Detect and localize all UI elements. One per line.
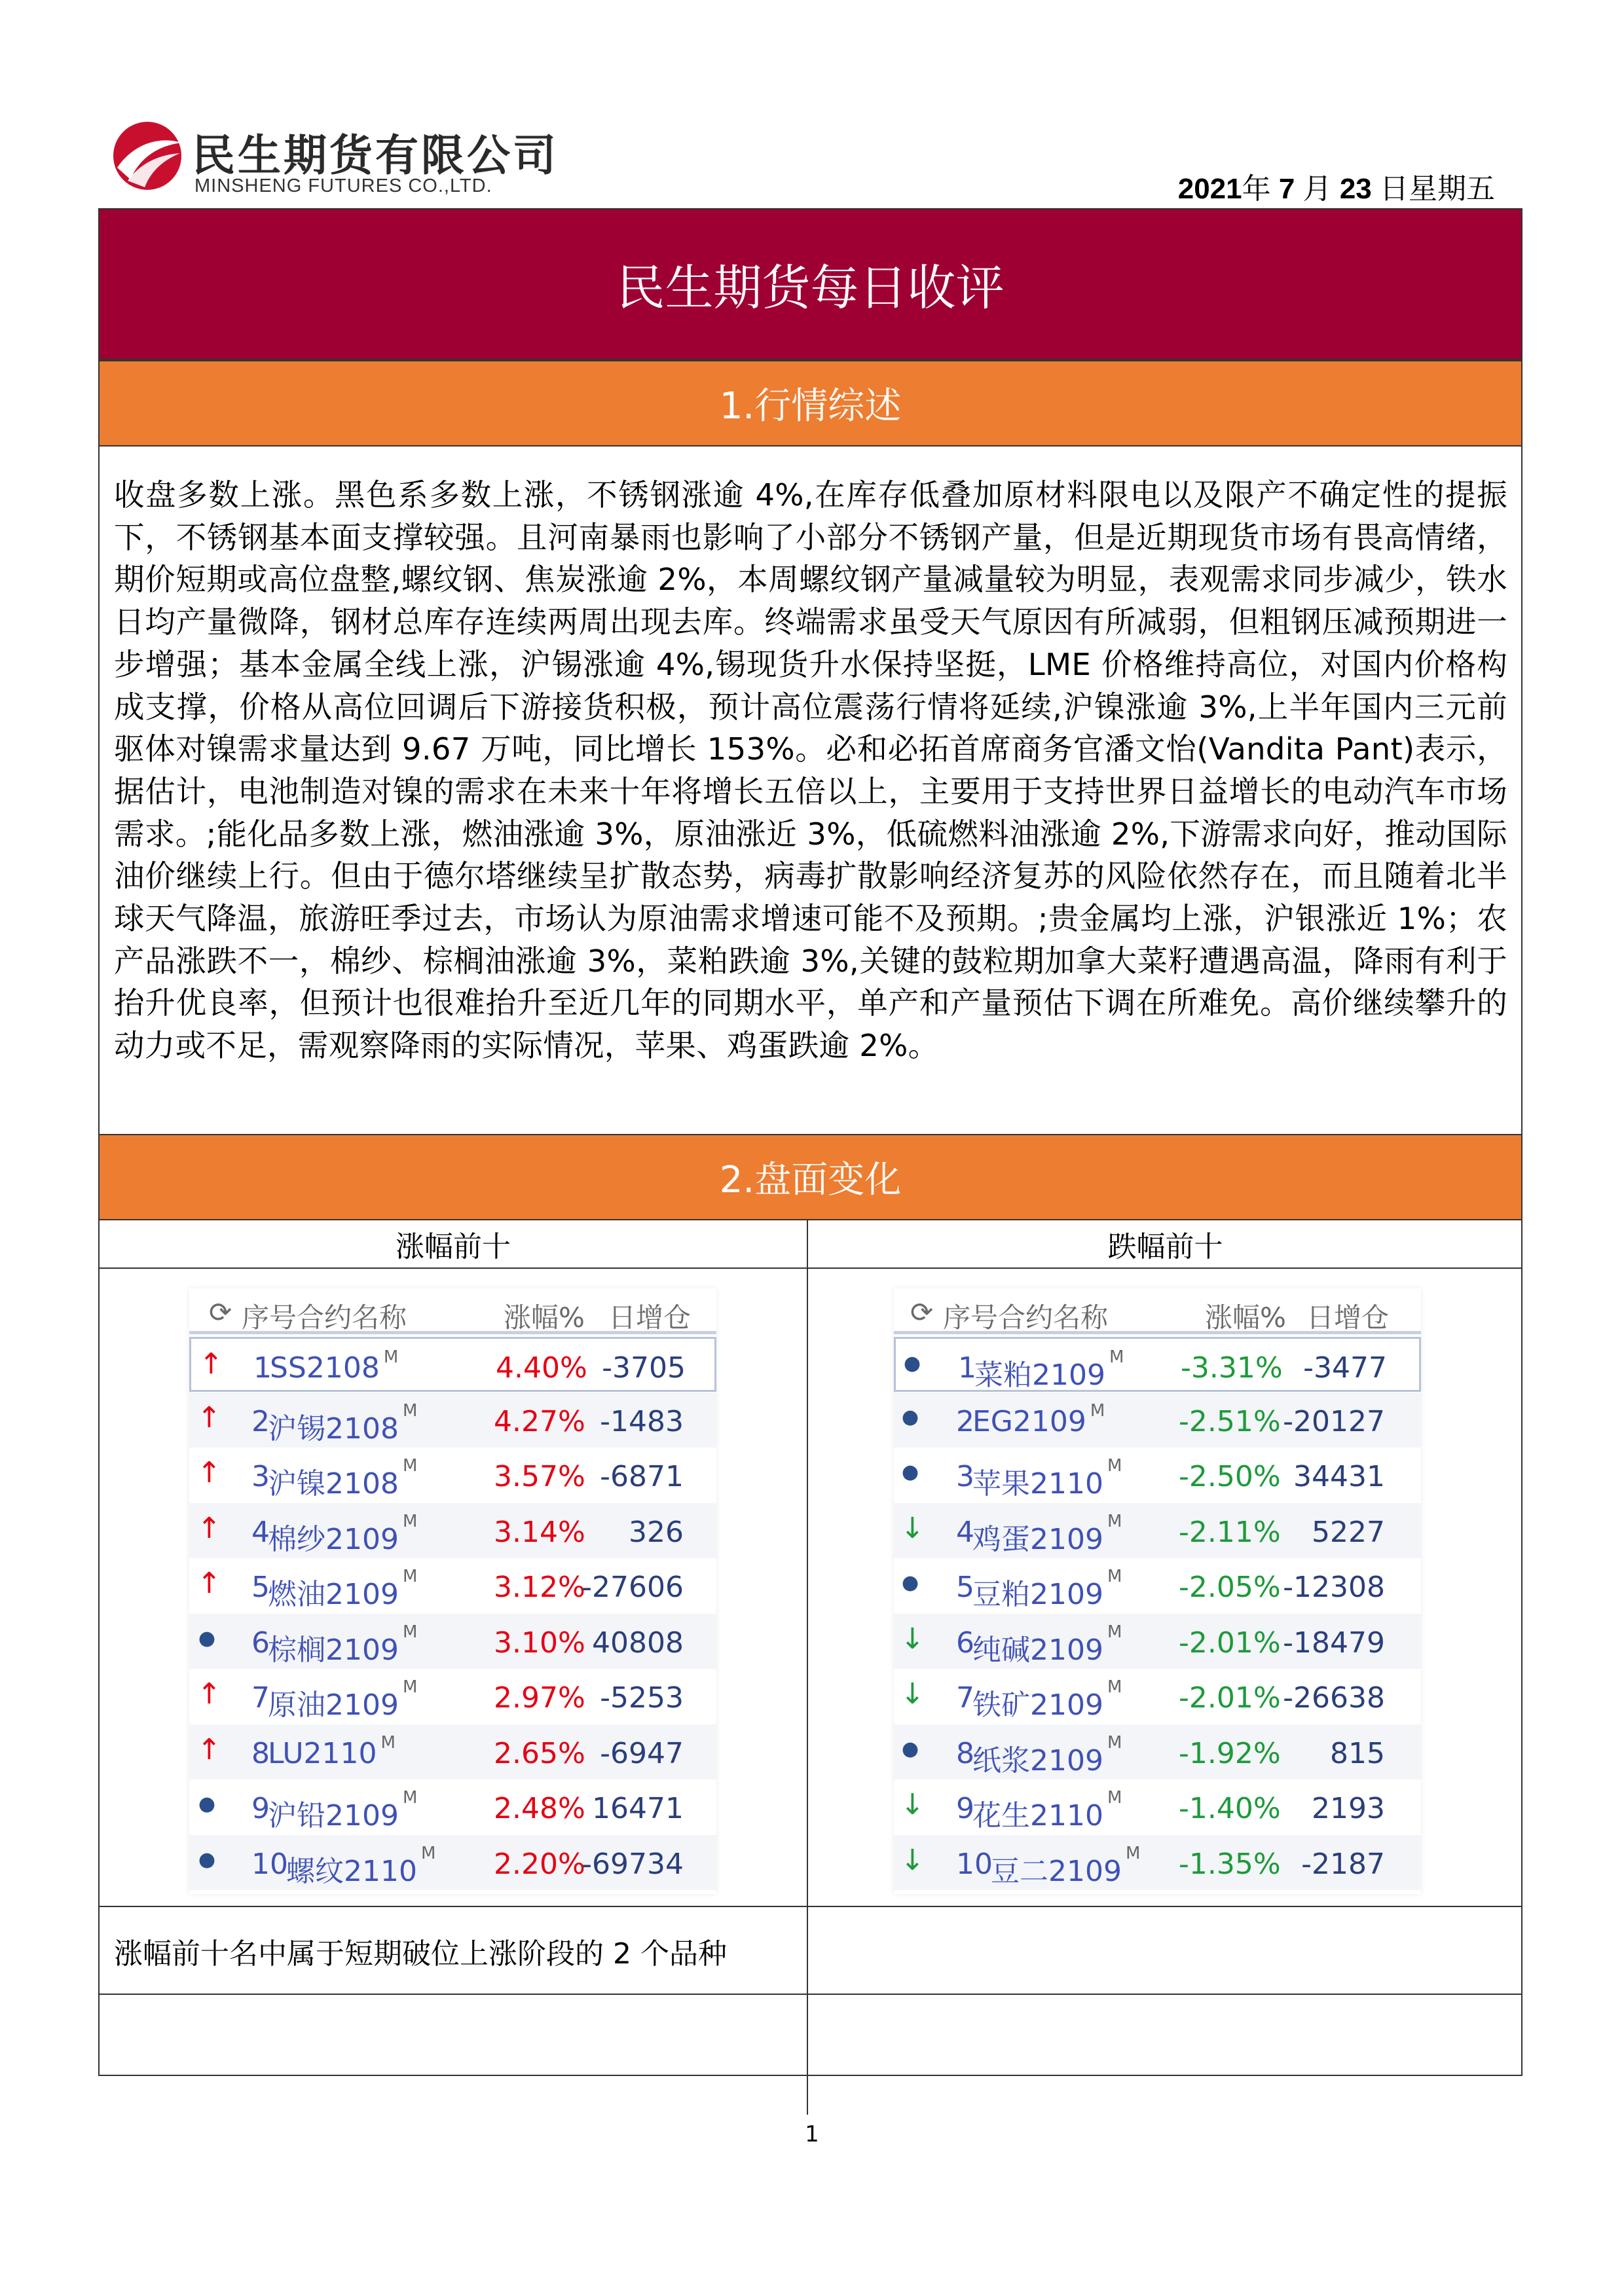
contract-name[interactable]: 燃油$2109^M$ [268,1567,418,1611]
contract-name[interactable]: 沪铅$2109^M$ [268,1788,418,1832]
oi-change: 5227 [1312,1515,1385,1549]
oi-change: -20127 [1283,1404,1385,1438]
contract-name[interactable]: 纸浆$2109^M$ [972,1732,1122,1777]
row-seq: 1 [958,1351,976,1385]
oi-change: 2193 [1312,1792,1385,1825]
contract-name[interactable]: LU2110 $^M$ [268,1732,396,1770]
oi-change: -3705 [602,1351,686,1385]
down-arrow-icon: ↓ [900,1843,925,1877]
change-percent: 4.40% [496,1351,587,1385]
col-change: 涨幅% [504,1302,585,1334]
refresh-icon[interactable]: ⟳ [209,1296,232,1328]
gainers-header: 涨幅前十 [100,1220,807,1269]
main-contract-mark: M [380,1732,396,1753]
oi-change: 40808 [592,1626,684,1660]
up-arrow-icon: ↑ [197,1511,221,1545]
quote-row[interactable] [189,1614,716,1669]
row-seq: 7 [251,1681,270,1715]
row-seq: 5 [251,1571,270,1604]
oi-change: -6871 [600,1460,684,1493]
oi-change: -26638 [1283,1681,1385,1715]
row-seq: 2 [251,1404,270,1438]
col-change: 涨幅% [1205,1302,1286,1334]
quote-row[interactable] [894,1835,1421,1890]
main-contract-mark: M [1107,1567,1122,1586]
gainers-quote-table [189,1288,716,1894]
note-rule [100,1994,1521,1995]
contract-name[interactable]: 豆粕$2109^M$ [972,1567,1122,1611]
quote-row[interactable] [189,1448,716,1503]
main-contract-mark: M [1125,1843,1141,1863]
main-contract-mark: M [1107,1456,1122,1476]
row-seq: 8 [251,1736,270,1770]
change-percent: 4.27% [494,1404,585,1438]
oi-change: -1483 [600,1404,684,1438]
contract-name[interactable]: 棉纱$2109^M$ [268,1511,418,1556]
oi-change: -2187 [1301,1847,1385,1881]
row-seq: 10 [251,1847,288,1881]
change-percent: 3.10% [494,1626,585,1660]
up-arrow-icon: ↑ [197,1677,221,1711]
row-seq: 4 [251,1515,270,1549]
quote-row[interactable] [189,1835,716,1890]
up-arrow-icon: ↑ [197,1456,221,1489]
col-seq-name: 序号合约名称 [943,1302,1109,1334]
quote-row[interactable] [189,1503,716,1558]
main-contract-mark: M [402,1567,418,1586]
report-frame [98,208,1522,2076]
oi-change: 815 [1330,1736,1385,1770]
company-name-en: MINSHENG FUTURES CO.,LTD. [194,175,492,196]
main-contract-mark: M [1107,1677,1122,1697]
main-contract-mark: M [402,1622,418,1642]
row-seq: 5 [956,1571,974,1604]
row-seq: 4 [956,1515,974,1549]
main-contract-mark: M [1107,1788,1122,1808]
main-contract-mark: M [1107,1622,1122,1642]
section2-title: 2.盘面变化 [100,1134,1521,1220]
col-oi: 日增仓 [608,1302,692,1334]
oi-change: -12308 [1283,1571,1385,1604]
main-contract-mark: M [402,1400,418,1421]
oi-change: 34431 [1293,1460,1385,1493]
report-title: 民生期货每日收评 [100,210,1521,360]
up-arrow-icon: ↑ [199,1347,223,1381]
change-percent: -2.01% [1179,1681,1281,1715]
main-contract-mark: M [383,1347,399,1367]
losers-header: 跌幅前十 [808,1220,1522,1269]
row-seq: 3 [956,1460,974,1493]
quote-row[interactable] [894,1779,1421,1834]
company-logo [108,117,566,202]
contract-name[interactable]: 菜粕$2109^M$ [974,1347,1124,1392]
refresh-icon[interactable]: ⟳ [910,1296,934,1328]
dot-icon: ● [198,1848,216,1871]
change-percent: -2.11% [1179,1515,1281,1549]
change-percent: 3.12% [494,1571,585,1604]
oi-change: -5253 [600,1681,684,1715]
row-seq: 2 [956,1404,974,1438]
quote-row[interactable] [189,1337,716,1392]
contract-name[interactable]: 花生$2110^M$ [972,1788,1122,1832]
row-seq: 6 [956,1626,974,1660]
col-oi: 日增仓 [1306,1302,1390,1334]
row-seq: 3 [251,1460,270,1493]
main-contract-mark: M [1107,1511,1122,1531]
quote-table-header [894,1288,1421,1334]
quote-row[interactable] [894,1393,1421,1448]
change-percent: 2.20% [494,1847,585,1881]
section1-title: 1.行情综述 [100,360,1521,446]
up-arrow-icon: ↑ [197,1567,221,1600]
quote-row[interactable] [894,1614,1421,1669]
quote-row[interactable] [189,1724,716,1779]
contract-name[interactable]: 豆二$2109^M$ [991,1843,1141,1888]
up-arrow-icon: ↑ [197,1732,221,1766]
change-percent: 3.57% [494,1460,585,1493]
quote-row[interactable] [189,1558,716,1613]
up-arrow-icon: ↑ [197,1400,221,1434]
page-number: 1 [805,2121,819,2147]
oi-change: -27606 [581,1571,684,1604]
change-percent: -2.51% [1179,1404,1281,1438]
change-percent: -3.31% [1181,1351,1283,1385]
row-seq: 6 [251,1626,270,1660]
quote-row[interactable] [189,1393,716,1448]
oi-change: 16471 [592,1792,684,1825]
row-seq: 9 [956,1792,974,1825]
quote-row[interactable] [894,1503,1421,1558]
report-date: 2021年 7 月 23 日星期五 [1177,172,1495,206]
table-bottom-rule [100,1906,1521,1907]
contract-name[interactable]: 苹果$2110^M$ [972,1456,1122,1501]
change-percent: 2.65% [494,1736,585,1770]
quote-row[interactable] [189,1779,716,1834]
change-percent: -1.35% [1179,1847,1281,1881]
quote-row[interactable] [894,1558,1421,1613]
contract-name[interactable]: 纯碱$2109^M$ [972,1622,1122,1667]
contract-name[interactable]: 铁矿$2109^M$ [972,1677,1122,1722]
quote-row[interactable] [894,1337,1421,1392]
losers-quote-table [894,1288,1421,1894]
main-contract-mark: M [1109,1347,1124,1367]
main-contract-mark: M [402,1511,418,1531]
minsheng-logo-icon [108,117,187,195]
contract-name[interactable]: 鸡蛋$2109^M$ [972,1511,1122,1556]
main-contract-mark: M [402,1677,418,1697]
change-percent: 2.97% [494,1681,585,1715]
dot-icon: ● [901,1737,919,1760]
contract-name[interactable]: 沪锡$2108^M$ [268,1400,418,1446]
change-percent: 3.14% [494,1515,585,1549]
down-arrow-icon: ↓ [900,1622,925,1656]
quote-row[interactable] [894,1724,1421,1779]
change-percent: -1.40% [1179,1792,1281,1825]
main-contract-mark: M [1090,1400,1105,1421]
change-percent: -2.01% [1179,1626,1281,1660]
quote-table-header [189,1288,716,1334]
dot-icon: ● [198,1626,216,1650]
change-percent: -2.05% [1179,1571,1281,1604]
row-seq: 10 [956,1847,993,1881]
contract-name[interactable]: 原油$2109^M$ [268,1677,418,1722]
dot-icon: ● [198,1793,216,1815]
change-percent: -2.50% [1179,1460,1281,1493]
breakout-note: 涨幅前十名中属于短期破位上涨阶段的 2 个品种 [114,1937,727,1971]
col-seq-name: 序号合约名称 [242,1302,407,1334]
quote-row[interactable] [894,1669,1421,1724]
dot-icon: ● [901,1405,919,1429]
oi-change: -6947 [600,1736,684,1770]
main-contract-mark: M [402,1788,418,1808]
contract-name[interactable]: 棕榈$2109^M$ [268,1622,418,1667]
oi-change: -18479 [1283,1626,1385,1660]
down-arrow-icon: ↓ [900,1788,925,1821]
contract-name[interactable]: EG2109 $^M$ [972,1400,1105,1438]
main-contract-mark: M [402,1456,418,1476]
main-contract-mark: M [420,1843,436,1863]
quote-row[interactable] [894,1448,1421,1503]
contract-name[interactable]: 沪镍$2108^M$ [268,1456,418,1501]
row-seq: 7 [956,1681,974,1715]
contract-name[interactable]: 螺纹$2110^M$ [286,1843,436,1888]
quote-row[interactable] [189,1669,716,1724]
contract-name[interactable]: SS2108 $^M$ [270,1347,399,1385]
column-divider [807,1220,808,2115]
oi-change: -3477 [1303,1351,1387,1385]
dot-icon: ● [901,1461,919,1484]
down-arrow-icon: ↓ [900,1677,925,1711]
change-percent: -1.92% [1179,1736,1281,1770]
company-name-cn: 民生期货有限公司 [192,130,559,181]
down-arrow-icon: ↓ [900,1511,925,1545]
oi-change: 326 [629,1515,684,1549]
dot-icon: ● [901,1571,919,1594]
row-seq: 8 [956,1736,974,1770]
row-seq: 9 [251,1792,270,1825]
oi-change: -69734 [581,1847,684,1881]
market-summary: 收盘多数上涨。黑色系多数上涨，不锈钢涨逾 4%,在库存低叠加原材料限电以及限产不确定性的提振下，不锈钢基本面支撑较强。且河南暴雨也影响了小部分不锈钢产量，但是近期现货市场有畏高情绪，期价短期或高位盘整,螺纹钢、焦炭涨逾 2%，本周螺纹钢产量减量较为明显，表观需求同步减少，铁水日均产量微降，钢材总库存连续两周出现去库。终端需求虽受天气原因有所减弱，但粗钢压减预期进一步增强；基本金属全线上涨，沪锡涨逾 4%,锡现货升水保持坚挺，LME 价格维持高位，对国内价格构成支撑，价格从高位回调后下游接货积极，预计高位震荡行情将延续,沪镍涨逾 3%,上半年国内三元前驱体对镍需求量达到 9.67 万吨，同比增长 153%。必和必拓首席商务官潘文怡(Vandita Pant)表示，据估计，电池制造对镍的需求在未来十年将增长五倍以上，主要用于支持世界日益增长的电动汽车市场需求。;能化品多数上涨，燃油涨逾 3%，原油涨近 3%，低硫燃料油涨逾 2%,下游需求向好，推动国际油价继续上行。但由于德尔塔继续呈扩散态势，病毒扩散影响经济复苏的风险依然存在，而且随着北半球天气降温，旅游旺季过去，市场认为原油需求增速可能不及预期。;贵金属均上涨，沪银涨近 1%；农产品涨跌不一，棉纱、棕榈油涨逾 3%，菜粕跌逾 3%,关键的鼓粒期加拿大菜籽遭遇高温，降雨有利于抬升优良率，但预计也很难抬升至近几年的同期水平，单产和产量预估下调在所难免。高价继续攀升的动力或不足，需观察降雨的实际情况，苹果、鸡蛋跌逾 2%。 [114,477,1507,1064]
change-percent: 2.48% [494,1792,585,1825]
row-seq: 1 [253,1351,272,1385]
main-contract-mark: M [1107,1732,1122,1753]
dot-icon: ● [903,1352,921,1375]
